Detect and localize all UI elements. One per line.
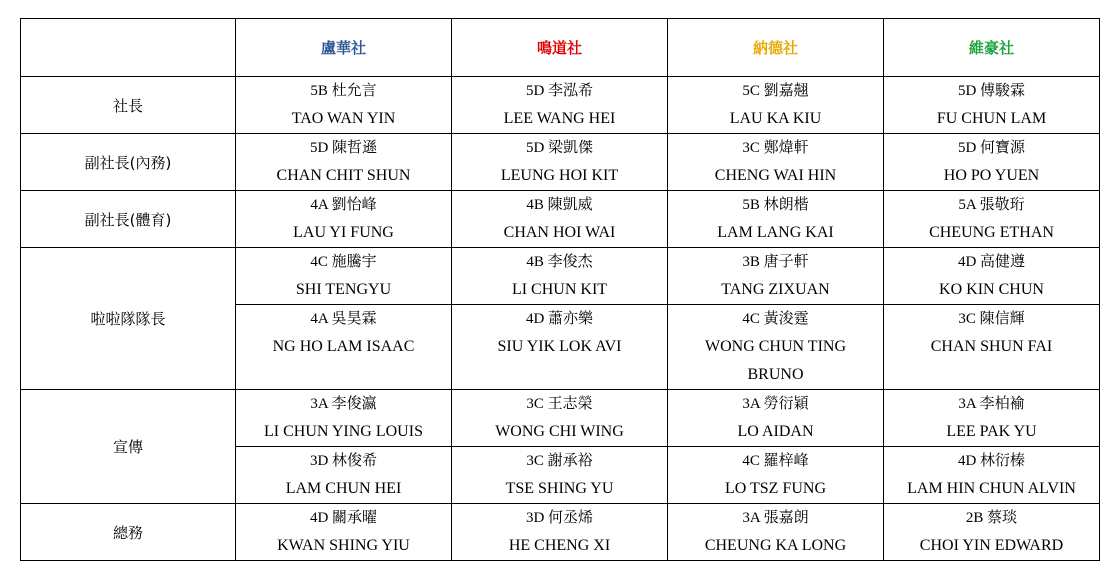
member-cell xyxy=(884,504,1100,561)
member-english-name: BRUNO xyxy=(747,366,804,383)
member-class-chinese-name: 3C 謝承裕 xyxy=(526,453,593,469)
member-cell xyxy=(884,77,1100,134)
member-cell xyxy=(236,305,452,390)
table-row xyxy=(21,77,1100,134)
member-cell xyxy=(668,447,884,504)
header-blank xyxy=(21,19,236,77)
table-row xyxy=(21,134,1100,191)
member-cell xyxy=(668,134,884,191)
member-english-name: HO PO YUEN xyxy=(943,167,1040,184)
table-row xyxy=(21,248,1100,305)
member-cell xyxy=(236,447,452,504)
member-english-name: CHOI YIN EDWARD xyxy=(919,537,1064,554)
member-class-chinese-name: 5D 梁凱傑 xyxy=(525,140,594,156)
header-house: 納德社 xyxy=(668,19,884,77)
member-english-name: KO KIN CHUN xyxy=(939,281,1044,298)
role-label: 宣傳 xyxy=(21,390,236,504)
member-class-chinese-name: 4B 李俊杰 xyxy=(526,254,593,270)
member-class-chinese-name: 3A 李俊瀛 xyxy=(310,396,377,412)
member-english-name: SHI TENGYU xyxy=(295,281,392,298)
member-english-name: WONG CHUN TING xyxy=(704,338,847,355)
member-english-name: TSE SHING YU xyxy=(505,480,614,497)
member-class-chinese-name: 3C 陳信輝 xyxy=(958,311,1025,327)
member-english-name: KWAN SHING YIU xyxy=(277,537,410,554)
member-english-name: LAU YI FUNG xyxy=(293,224,394,241)
member-english-name: LO AIDAN xyxy=(737,423,814,440)
member-cell xyxy=(452,305,668,390)
member-cell xyxy=(668,77,884,134)
member-cell xyxy=(236,134,452,191)
member-english-name: CHEUNG ETHAN xyxy=(929,224,1054,241)
member-english-name: LEUNG HOI KIT xyxy=(500,167,619,184)
member-english-name: WONG CHI WING xyxy=(495,423,624,440)
member-class-chinese-name: 4B 陳凱威 xyxy=(526,197,593,213)
table-row xyxy=(21,191,1100,248)
member-class-chinese-name: 5D 李泓希 xyxy=(525,83,594,99)
member-cell xyxy=(236,504,452,561)
member-class-chinese-name: 4A 吳昊霖 xyxy=(310,311,377,327)
role-label: 啦啦隊隊長 xyxy=(21,248,236,390)
member-cell xyxy=(668,390,884,447)
member-cell xyxy=(884,134,1100,191)
header-house: 盧華社 xyxy=(236,19,452,77)
header-row xyxy=(21,19,1100,77)
member-english-name: TAO WAN YIN xyxy=(291,110,396,127)
member-english-name: CHENG WAI HIN xyxy=(714,167,837,184)
member-class-chinese-name: 4D 關承曜 xyxy=(309,510,378,526)
member-class-chinese-name: 4D 高健遵 xyxy=(957,254,1026,270)
member-class-chinese-name: 3B 唐子軒 xyxy=(742,254,809,270)
member-class-chinese-name: 3D 何丞烯 xyxy=(525,510,594,526)
member-class-chinese-name: 5B 杜允言 xyxy=(310,83,377,99)
member-class-chinese-name: 2B 蔡琰 xyxy=(965,510,1018,526)
member-english-name: LI CHUN KIT xyxy=(511,281,608,298)
header-house: 鳴道社 xyxy=(452,19,668,77)
member-english-name: LI CHUN YING LOUIS xyxy=(264,423,423,440)
role-label: 副社長(內務) xyxy=(21,134,236,191)
member-class-chinese-name: 4D 蕭亦樂 xyxy=(525,311,594,327)
member-cell xyxy=(668,305,884,390)
table-row xyxy=(21,390,1100,447)
member-cell xyxy=(884,390,1100,447)
member-english-name: SIU YIK LOK AVI xyxy=(497,338,622,355)
house-committee-table xyxy=(20,18,1100,561)
member-english-name: HE CHENG XI xyxy=(508,537,611,554)
member-cell xyxy=(236,390,452,447)
member-cell xyxy=(452,77,668,134)
member-cell xyxy=(884,191,1100,248)
member-english-name: CHAN HOI WAI xyxy=(503,224,616,241)
member-cell xyxy=(236,191,452,248)
member-cell xyxy=(236,248,452,305)
member-english-name: LEE PAK YU xyxy=(946,423,1037,440)
member-class-chinese-name: 5B 林朗楷 xyxy=(742,197,809,213)
member-class-chinese-name: 3C 鄭煒軒 xyxy=(742,140,809,156)
member-english-name: LEE WANG HEI xyxy=(503,110,616,127)
member-english-name: CHEUNG KA LONG xyxy=(704,537,847,554)
member-class-chinese-name: 3A 勞衍穎 xyxy=(742,396,809,412)
role-label: 副社長(體育) xyxy=(21,191,236,248)
member-cell xyxy=(452,390,668,447)
member-class-chinese-name: 5D 何寶源 xyxy=(957,140,1026,156)
member-cell xyxy=(452,248,668,305)
member-english-name: LAU KA KIU xyxy=(729,110,822,127)
member-english-name: LO TSZ FUNG xyxy=(724,480,827,497)
member-class-chinese-name: 4C 施騰宇 xyxy=(310,254,377,270)
member-cell xyxy=(884,447,1100,504)
member-english-name: LAM CHUN HEI xyxy=(285,480,402,497)
member-cell xyxy=(668,191,884,248)
header-house: 維豪社 xyxy=(884,19,1100,77)
table-row xyxy=(21,504,1100,561)
member-cell xyxy=(452,447,668,504)
member-class-chinese-name: 5D 傅駿霖 xyxy=(957,83,1026,99)
member-cell xyxy=(452,134,668,191)
member-english-name: NG HO LAM ISAAC xyxy=(272,338,415,355)
member-english-name: TANG ZIXUAN xyxy=(721,281,830,298)
member-cell xyxy=(668,248,884,305)
member-cell xyxy=(884,248,1100,305)
member-cell xyxy=(452,504,668,561)
member-class-chinese-name: 5A 張敬珩 xyxy=(958,197,1025,213)
member-class-chinese-name: 4D 林衍榛 xyxy=(957,453,1026,469)
member-english-name: CHAN CHIT SHUN xyxy=(276,167,411,184)
member-english-name: LAM LANG KAI xyxy=(717,224,834,241)
member-cell xyxy=(668,504,884,561)
member-cell xyxy=(884,305,1100,390)
member-cell xyxy=(452,191,668,248)
member-class-chinese-name: 4A 劉怡峰 xyxy=(310,197,377,213)
member-class-chinese-name: 5C 劉嘉翹 xyxy=(742,83,809,99)
member-english-name: CHAN SHUN FAI xyxy=(930,338,1053,355)
member-english-name: FU CHUN LAM xyxy=(936,110,1047,127)
member-class-chinese-name: 5D 陳哲遜 xyxy=(309,140,378,156)
member-class-chinese-name: 4C 羅梓峰 xyxy=(742,453,809,469)
member-english-name: LAM HIN CHUN ALVIN xyxy=(907,480,1076,497)
member-class-chinese-name: 3A 李柏褕 xyxy=(958,396,1025,412)
member-class-chinese-name: 3C 王志榮 xyxy=(526,396,593,412)
member-cell xyxy=(236,77,452,134)
member-class-chinese-name: 3D 林俊希 xyxy=(309,453,378,469)
role-label: 社長 xyxy=(21,77,236,134)
member-class-chinese-name: 3A 張嘉朗 xyxy=(742,510,809,526)
role-label: 總務 xyxy=(21,504,236,561)
member-class-chinese-name: 4C 黃浚霆 xyxy=(742,311,809,327)
